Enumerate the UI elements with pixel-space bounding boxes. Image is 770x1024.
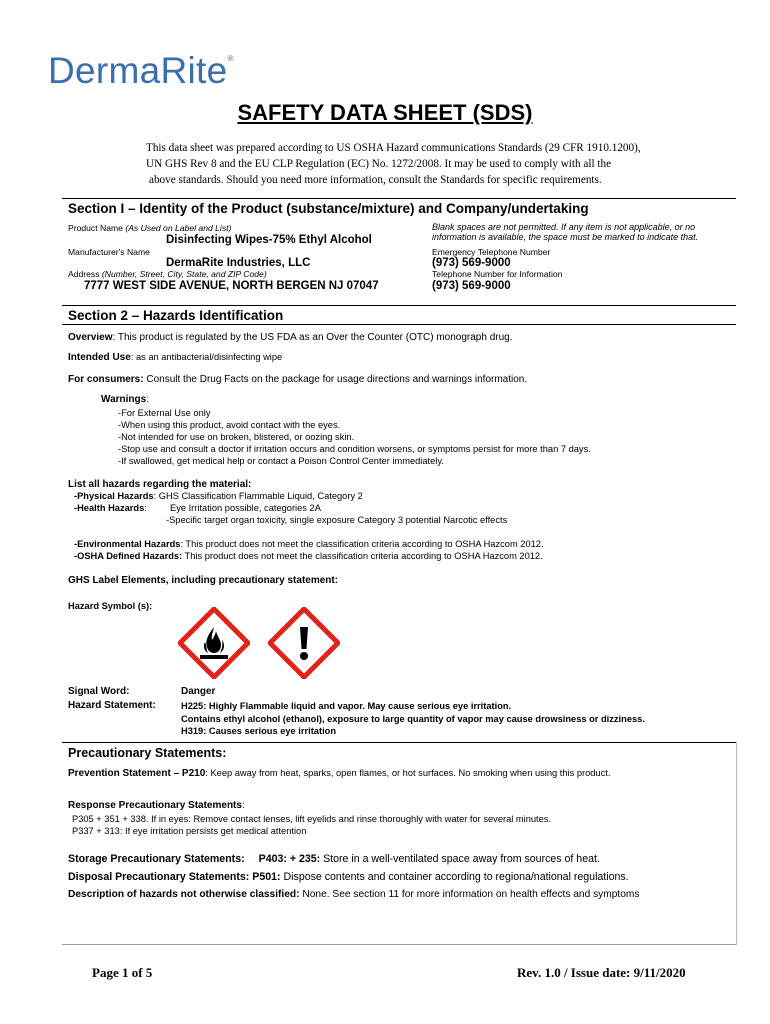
storage-statement: Storage Precautionary Statements: P403: + 235: Store in a well-ventilated space away from sources of heat. — [68, 853, 600, 865]
description-statement: Description of hazards not otherwise classified: None. See section 11 for more information on health effects and symptoms — [68, 889, 640, 900]
health-hazards-text: Eye Irritation possible, categories 2A — [170, 503, 321, 513]
hazard-statements — [181, 700, 645, 738]
emergency-phone-label: Emergency Telephone Number — [432, 247, 551, 257]
info-phone: (973) 569-9000 — [432, 280, 511, 292]
address: 7777 WEST SIDE AVENUE, NORTH BERGEN NJ 07047 — [84, 280, 379, 292]
warning-item: -When using this product, avoid contact with the eyes. — [118, 420, 341, 430]
section-1-heading: Section I – Identity of the Product (substance/mixture) and Company/undertaking — [68, 201, 589, 216]
precautionary-heading: Precautionary Statements: — [68, 746, 227, 760]
hazards-heading: List all hazards regarding the material: — [68, 479, 252, 490]
intended-use: Intended Use: as an antibacterial/disinfecting wipe — [68, 352, 283, 363]
page-title: SAFETY DATA SHEET (SDS) — [237, 100, 533, 125]
info-phone-label: Telephone Number for Information — [432, 269, 563, 279]
prevention-statement: Prevention Statement – P210: Keep away from heat, sparks, open flames, or hot surfaces. No smoking when using this product. — [68, 768, 611, 779]
dermarite-logo — [48, 50, 234, 92]
signal-word: Danger — [181, 686, 216, 697]
environmental-hazards: -Environmental Hazards: This product does not meet the classification criteria according to OSHA Hazcom 2012. — [74, 539, 544, 549]
intro-line: This data sheet was prepared according to US OSHA Hazard communications Standards (29 CFR 1910.1200), — [146, 142, 641, 154]
for-consumers: For consumers: Consult the Drug Facts on the package for usage directions and warnings information. — [68, 374, 528, 385]
hazard-statement: H225: Highly Flammable liquid and vapor. May cause serious eye irritation. — [181, 701, 512, 711]
warnings-list — [118, 407, 591, 467]
logo-text: DermaRite — [48, 50, 228, 91]
signal-word-label: Signal Word: — [68, 686, 130, 697]
overview: Overview: This product is regulated by the US FDA as an Over the Counter (OTC) monograph drug. — [68, 332, 513, 343]
osha-defined-hazards: -OSHA Defined Hazards: This product does not meet the classification criteria according to OSHA Hazcom 2012. — [74, 551, 543, 561]
section-2-underline — [62, 324, 736, 325]
ghs-heading: GHS Label Elements, including precautionary statement: — [68, 575, 339, 586]
hazard-statement: H319: Causes serious eye irritation — [181, 726, 337, 736]
response-line: P305 + 351 + 338. If in eyes: Remove contact lenses, lift eyelids and rinse thoroughly with water for several minutes. — [72, 814, 552, 824]
hazard-symbol-label: Hazard Symbol (s): — [68, 601, 153, 611]
registered-mark: ® — [227, 54, 234, 63]
section-1-rule — [62, 198, 736, 199]
section-2-rule — [62, 305, 736, 306]
warnings-label: Warnings: — [101, 394, 149, 405]
hazard-statement-label: Hazard Statement: — [68, 700, 156, 711]
physical-hazards: -Physical Hazards: GHS Classification Flammable Liquid, Category 2 — [74, 491, 363, 501]
emergency-phone: (973) 569-9000 — [432, 257, 511, 269]
warning-item: -For External Use only — [118, 408, 211, 418]
warning-item: -Stop use and consult a doctor if irritation occurs and condition worsens, or symptoms persist for more than 7 days. — [118, 444, 591, 454]
page-number: Page 1 of 5 — [92, 965, 153, 980]
health-hazards: -Health Hazards: — [74, 503, 147, 513]
health-hazards-text-2: -Specific target organ toxicity, single exposure Category 3 potential Narcotic effects — [166, 515, 508, 525]
intro-line: UN GHS Rev 8 and the EU CLP Regulation (EC) No. 1272/2008. It may be used to comply with all the — [146, 158, 612, 170]
address-label: Address (Number, Street, City, State, and ZIP Code) — [68, 269, 267, 279]
blank-spaces-note: Blank spaces are not permitted. If any item is not applicable, or no information is available, the space must be marked to indicate that. — [432, 222, 699, 242]
section-2-heading: Section 2 – Hazards Identification — [68, 308, 284, 323]
response-heading: Response Precautionary Statements: — [68, 800, 245, 811]
footer-rule — [62, 944, 736, 945]
manufacturer-label: Manufacturer's Name — [68, 247, 150, 257]
disposal-statement: Disposal Precautionary Statements: P501: Dispose contents and container according to regiona/national regulations. — [68, 871, 629, 883]
product-name: Disinfecting Wipes-75% Ethyl Alcohol — [166, 234, 372, 246]
intro-paragraph — [146, 140, 666, 188]
product-name-label: Product Name (As Used on Label and List) — [68, 223, 232, 233]
intro-line: above standards. Should you need more information, consult the Standards for specific requirements. — [149, 174, 602, 186]
warning-item: -If swallowed, get medical help or contact a Poison Control Center immediately. — [118, 456, 444, 466]
revision-date: Rev. 1.0 / Issue date: 9/11/2020 — [517, 965, 686, 980]
manufacturer-name: DermaRite Industries, LLC — [166, 257, 311, 269]
response-lines — [72, 813, 551, 837]
response-line: P337 + 313: If eye irritation persists get medical attention — [72, 826, 307, 836]
exclamation-pictogram-icon — [268, 607, 340, 679]
flame-pictogram-icon — [178, 607, 250, 679]
hazard-statement: Contains ethyl alcohol (ethanol), exposure to large quantity of vapor may cause drowsiness or dizziness. — [181, 713, 645, 724]
warning-item: -Not intended for use on broken, blistered, or oozing skin. — [118, 432, 355, 442]
